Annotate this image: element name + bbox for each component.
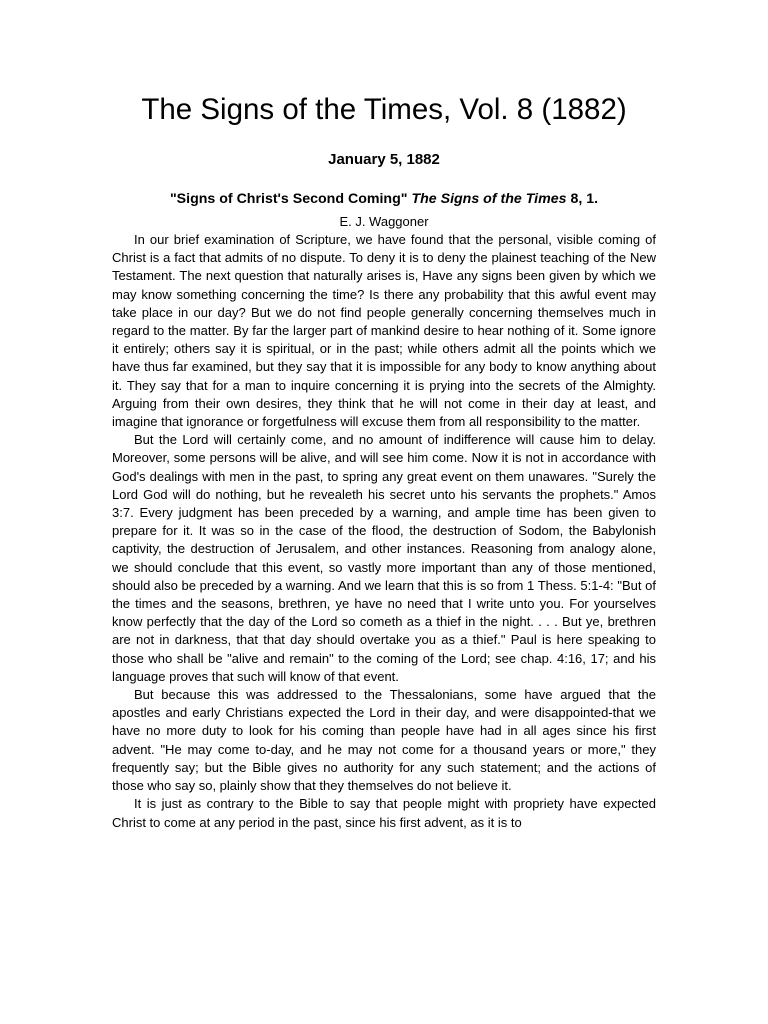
article-body <box>112 231 656 832</box>
publication-name: The Signs of the Times <box>411 191 567 207</box>
article-heading <box>112 189 656 209</box>
issue-date: January 5, 1882 <box>328 151 440 168</box>
document-title: The Signs of the Times, Vol. 8 (1882) <box>141 93 627 126</box>
paragraph: But because this was addressed to the Thessalonians, some have argued that the apostles and early Christians expected the Lord in their day, and were disappointed-that we have no more duty to look for his coming than people have had in all ages since his first advent. "He may come to-day, and he may not come for a thousand years or more," they frequently say; but the Bible gives no authority for any such statement; and the actions of those who say so, plainly show that they themselves do not believe it. <box>112 687 656 794</box>
article-citation: 8, 1. <box>570 191 599 207</box>
article-title: "Signs of Christ's Second Coming" <box>169 191 408 207</box>
paragraph: It is just as contrary to the Bible to say that people might with propriety have expected Christ to come at any period in the past, since his first advent, as it is to <box>112 796 656 830</box>
author-name: E. J. Waggoner <box>339 214 429 229</box>
paragraph: In our brief examination of Scripture, we have found that the personal, visible coming of Christ is a fact that admits of no dispute. To deny it is to deny the plainest teaching of the New Testament. The next question that naturally arises is, Have any signs been given by which we may know something concerning the time? Is there any probability that this awful event may take place in our day? But we do not find people generally concerning themselves much in regard to the matter. By far the larger part of mankind desire to hear nothing of it. Some ignore it entirely; others say it is spiritual, or in the past; while others admit all the points which we have thus far examined, but they say that it is impossible for any body to know anything about it. They say that for a man to inquire concerning it is prying into the secrets of the Almighty. Arguing from their own desires, they think that he will not come in their day at least, and imagine that ignorance or forgetfulness will excuse them from all responsibility to the matter. <box>112 232 656 430</box>
paragraph: But the Lord will certainly come, and no amount of indifference will cause him to delay. Moreover, some persons will be alive, and will see him come. Now it is not in accordance with God's dealings with men in the past, to spring any great event on them unawares. "Surely the Lord God will do nothing, but he revealeth his secret unto his servants the prophets." Amos 3:7. Every judgment has been preceded by a warning, and ample time has been given to prepare for it. It was so in the case of the flood, the destruction of Sodom, the Babylonish captivity, the destruction of Jerusalem, and other instances. Reasoning from analogy alone, we should conclude that this event, so vastly more important than any of those mentioned, should also be preceded by a warning. And we learn that this is so from 1 Thess. 5:1-4: "But of the times and the seasons, brethren, ye have no need that I write unto you. For yourselves know perfectly that the day of the Lord so cometh as a thief in the night. . . . But ye, brethren are not in darkness, that that day should overtake you as a thief." Paul is here speaking to those who shall be "alive and remain" to the coming of the Lord; see chap. 4:16, 17; and his language proves that such will know of that event. <box>112 432 656 684</box>
